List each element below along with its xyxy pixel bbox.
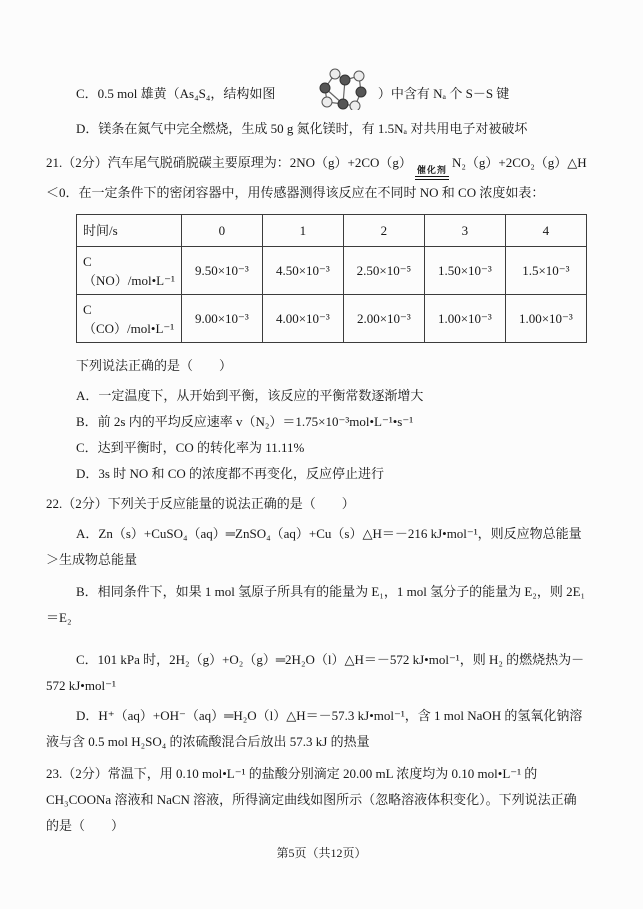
table-cell: 9.00×10⁻³ — [181, 295, 262, 343]
table-row-co — [77, 295, 587, 343]
q21-stem-part1: 21.（2分）汽车尾气脱硝脱碳主要原理为：2NO（g）+2CO（g） — [46, 155, 412, 170]
table-cell: C（CO）/mol•L⁻¹ — [77, 295, 182, 343]
header-cell: 2 — [343, 215, 424, 247]
q22-option-b: B．相同条件下，如果 1 mol 氢原子所具有的能量为 E₁，1 mol 氢分子的能量为 E₂，则 2E₁＝E₂ — [46, 584, 586, 625]
q21-option-d: D．3s 时 NO 和 CO 的浓度都不再变化，反应停止进行 — [76, 466, 385, 481]
q22-option-a: A．Zn（s）+CuSO₄（aq）═ZnSO₄（aq）+Cu（s）△H＝－216 kJ•mol⁻¹，则反应物总能量＞生成物总能量 — [46, 526, 582, 567]
table-header-row — [77, 215, 587, 247]
table-row-no — [77, 247, 587, 295]
catalyst-label: 催化剂 — [416, 165, 447, 175]
q20-option-c-prefix: C．0.5 mol 雄黄（As₄S₄，结构如图 — [76, 86, 276, 101]
as4s4-structure-image — [285, 66, 369, 110]
q22-option-d: D．H⁺（aq）+OH⁻（aq）═H₂O（l）△H＝－57.3 kJ•mol⁻¹，含 1 mol NaOH 的氢氧化钠溶液与含 0.5 mol H₂SO₄ 的浓硫酸混合后放出 57.3 kJ 的热量 — [46, 708, 583, 749]
table-cell: 9.50×10⁻³ — [181, 247, 262, 295]
table-cell: 4.50×10⁻³ — [262, 247, 343, 295]
table-cell: 1.5×10⁻³ — [505, 247, 586, 295]
q21-option-b: B．前 2s 内的平均反应速率 v（N₂）＝1.75×10⁻³mol•L⁻¹•s⁻¹ — [76, 414, 414, 429]
q21-stem — [46, 150, 589, 206]
q21-option-c: C．达到平衡时，CO 的转化率为 11.11% — [76, 440, 305, 455]
header-cell: 4 — [505, 215, 586, 247]
table-cell: 2.50×10⁻⁵ — [343, 247, 424, 295]
q21-prompt: 下列说法正确的是（ ） — [76, 358, 233, 373]
q20-option-d: D．镁条在氮气中完全燃烧，生成 50 g 氮化镁时，有 1.5Nₐ 对共用电子对被破坏 — [76, 121, 528, 136]
q20-option-c — [46, 66, 589, 110]
table-cell: 1.00×10⁻³ — [424, 295, 505, 343]
table-cell: 1.00×10⁻³ — [505, 295, 586, 343]
q23-stem: 23.（2分）常温下，用 0.10 mol•L⁻¹ 的盐酸分别滴定 20.00 mL 浓度均为 0.10 mol•L⁻¹ 的 CH₃COONa 溶液和 NaCN 溶液，所得滴定曲线如图所示（忽略溶液体积变化）。下列说法正确的是（ ） — [46, 766, 577, 833]
page-footer: 第5页（共12页） — [276, 846, 367, 860]
q20-option-c-suffix: ）中含有 Nₐ 个 S－S 键 — [377, 86, 510, 101]
q21-option-a: A．一定温度下，从开始到平衡，该反应的平衡常数逐渐增大 — [76, 388, 424, 403]
concentration-table — [76, 214, 587, 343]
table-cell: C（NO）/mol•L⁻¹ — [77, 247, 182, 295]
header-cell: 时间/s — [77, 215, 182, 247]
q21-stem-part2: N₂（g）+2CO₂（g）△H＜0．在一定条件下的密闭容器中，用传感器测得该反应在不同时 NO 和 CO 浓度如表： — [46, 155, 587, 200]
table-cell: 2.00×10⁻³ — [343, 295, 424, 343]
header-cell: 0 — [181, 215, 262, 247]
q22-stem: 22.（2分）下列关于反应能量的说法正确的是（ ） — [46, 496, 355, 511]
table-cell: 1.50×10⁻³ — [424, 247, 505, 295]
reaction-equals-arrow — [415, 176, 449, 180]
q22-option-c: C．101 kPa 时，2H₂（g）+O₂（g）═2H₂O（l）△H＝－572 kJ•mol⁻¹，则 H₂ 的燃烧热为－572 kJ•mol⁻¹ — [46, 652, 585, 693]
header-cell: 3 — [424, 215, 505, 247]
table-cell: 4.00×10⁻³ — [262, 295, 343, 343]
catalyst-condition — [415, 165, 449, 180]
header-cell: 1 — [262, 215, 343, 247]
